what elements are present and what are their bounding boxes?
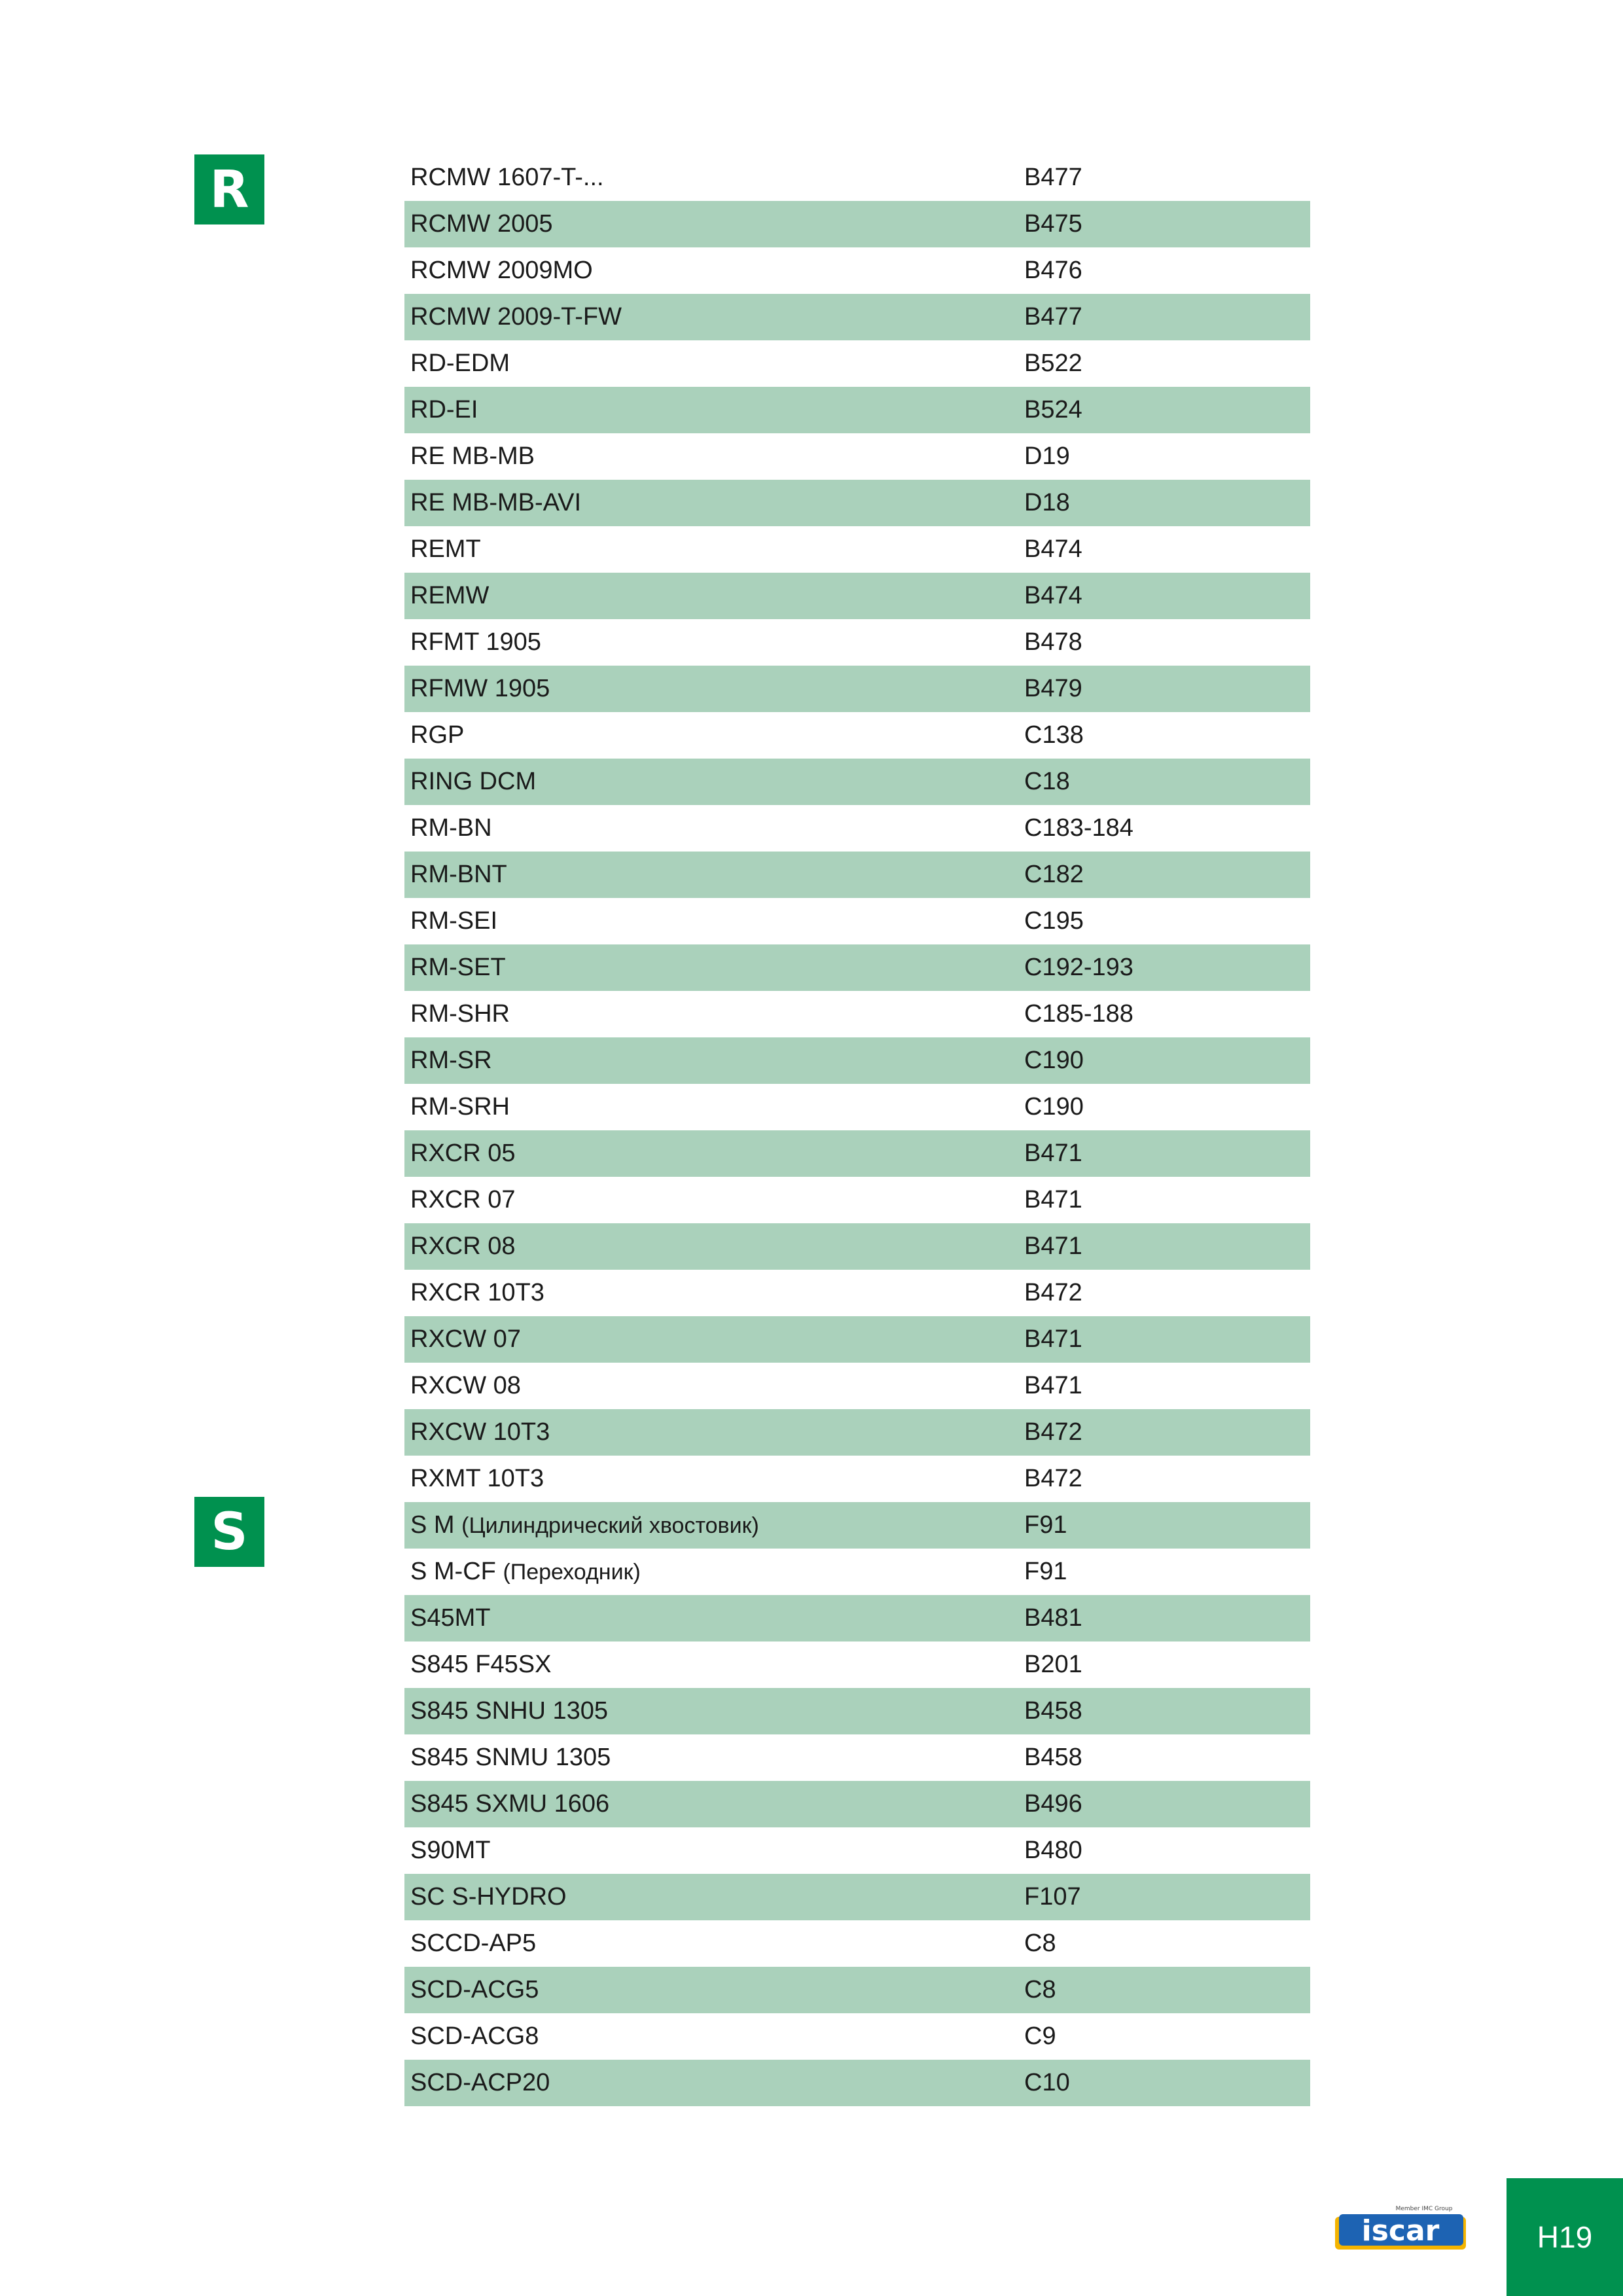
product-code-text: REMW [410,582,490,609]
page-reference: C9 [1024,2022,1056,2050]
page-reference: B479 [1024,675,1082,702]
page-reference: B471 [1024,1372,1082,1399]
page-reference: B475 [1024,210,1082,238]
product-code-text: RCMW 1607-T-... [410,164,604,191]
page-reference: B480 [1024,1837,1082,1864]
table-row [404,154,1310,201]
product-code [404,1837,1024,1865]
page-number-tab: H19 [1507,2178,1623,2296]
table-row [404,852,1310,898]
product-note: (Переходник) [503,1560,641,1585]
product-code-text: RING DCM [410,768,537,795]
table-row [404,1456,1310,1502]
product-code [404,675,1024,703]
table-row [404,526,1310,573]
product-code-text: RFMW 1905 [410,675,550,702]
product-code-text: S845 F45SX [410,1651,552,1678]
table-row [404,2060,1310,2106]
product-code-text: SC S-HYDRO [410,1883,567,1910]
product-code [404,721,1024,749]
product-code [404,1047,1024,1075]
table-row [404,340,1310,387]
table-row [404,1177,1310,1223]
page-reference: B472 [1024,1279,1082,1306]
product-code-text: S M [410,1511,455,1539]
product-code-text: RE MB-MB [410,442,535,470]
product-code [404,257,1024,285]
product-code-text: SCD-ACG5 [410,1976,539,2003]
page-reference: B471 [1024,1186,1082,1213]
product-code [404,768,1024,796]
product-code [404,1558,1024,1586]
product-code-text: RCMW 2005 [410,210,553,238]
table-row [404,759,1310,805]
product-code [404,1511,1024,1539]
product-code [404,1604,1024,1632]
product-code [404,210,1024,238]
product-code-text: S845 SNHU 1305 [410,1697,609,1725]
product-code-text: RXCW 08 [410,1372,521,1399]
product-code [404,164,1024,192]
page-reference: C183-184 [1024,814,1133,842]
table-row [404,1270,1310,1316]
product-code-text: SCD-ACP20 [410,2069,550,2096]
table-row [404,201,1310,247]
page-reference: C195 [1024,907,1084,935]
product-code-text: RXCR 08 [410,1232,516,1260]
table-row [404,1363,1310,1409]
table-row [404,294,1310,340]
page-reference: C8 [1024,1929,1056,1957]
product-note: (Цилиндрический хвостовик) [461,1513,759,1538]
page-reference: C10 [1024,2069,1070,2096]
page-reference: F107 [1024,1883,1081,1910]
product-code [404,1465,1024,1493]
table-row [404,1734,1310,1781]
index-table [404,154,1310,2106]
product-code-text: SCCD-AP5 [410,1929,537,1957]
page-reference: B496 [1024,1790,1082,1818]
table-row [404,1037,1310,1084]
product-code-text: S M-CF [410,1558,496,1585]
product-code-text: RM-SHR [410,1000,510,1028]
page-reference: B522 [1024,350,1082,377]
product-code-text: RXCW 10T3 [410,1418,550,1446]
product-code-text: RM-SRH [410,1093,510,1121]
table-row [404,480,1310,526]
svg-text:Member IMC Group: Member IMC Group [1395,2206,1453,2212]
page-reference: B478 [1024,628,1082,656]
page-reference: B458 [1024,1744,1082,1771]
product-code-text: S90MT [410,1837,491,1864]
table-row [404,1827,1310,1874]
product-code-text: RXCW 07 [410,1325,521,1353]
table-row [404,712,1310,759]
product-code-text: RXCR 05 [410,1139,516,1167]
table-row [404,991,1310,1037]
product-code-text: RXCR 10T3 [410,1279,544,1306]
table-row [404,805,1310,852]
table-row [404,1874,1310,1920]
section-letter-s: S [194,1497,264,1567]
product-code [404,1697,1024,1725]
product-code [404,2022,1024,2051]
product-code [404,350,1024,378]
page-reference: B472 [1024,1418,1082,1446]
page-reference: C138 [1024,721,1084,749]
page-reference: C192-193 [1024,954,1133,981]
page-reference: B481 [1024,1604,1082,1632]
product-code-text: RGP [410,721,465,749]
product-code-text: RFMT 1905 [410,628,541,656]
page-reference: C18 [1024,768,1070,795]
table-row [404,898,1310,944]
product-code [404,954,1024,982]
table-row [404,1641,1310,1688]
product-code-text: RCMW 2009MO [410,257,593,284]
product-code [404,1744,1024,1772]
product-code [404,861,1024,889]
product-code [404,1232,1024,1261]
iscar-logo [1335,2202,1469,2255]
product-code-text: SCD-ACG8 [410,2022,539,2050]
table-row [404,433,1310,480]
section-letter-r: R [194,154,264,224]
product-code [404,1976,1024,2004]
product-code-text: RM-SET [410,954,506,981]
product-code [404,1139,1024,1168]
product-code [404,1093,1024,1121]
page-reference: D18 [1024,489,1070,516]
table-row [404,1316,1310,1363]
product-code-text: RE MB-MB-AVI [410,489,582,516]
product-code [404,1325,1024,1354]
product-code [404,1372,1024,1400]
table-row [404,387,1310,433]
table-row [404,1223,1310,1270]
product-code [404,814,1024,842]
page-reference: B471 [1024,1139,1082,1167]
product-code [404,1883,1024,1911]
page-reference: B471 [1024,1232,1082,1260]
table-row [404,1502,1310,1549]
page-reference: B477 [1024,164,1082,191]
product-code [404,907,1024,935]
product-code-text: RM-BN [410,814,492,842]
product-code [404,582,1024,610]
table-row [404,1967,1310,2013]
product-code-text: S845 SNMU 1305 [410,1744,611,1771]
page-reference: C185-188 [1024,1000,1133,1028]
page-reference: B524 [1024,396,1082,423]
product-code-text: S45MT [410,1604,491,1632]
page-reference: C190 [1024,1047,1084,1074]
table-row [404,666,1310,712]
table-row [404,1084,1310,1130]
page-reference: C8 [1024,1976,1056,2003]
page-reference: B471 [1024,1325,1082,1353]
product-code [404,396,1024,424]
table-row [404,1688,1310,1734]
product-code [404,1186,1024,1214]
product-code [404,303,1024,331]
product-code [404,489,1024,517]
product-code [404,1418,1024,1446]
page-reference: B201 [1024,1651,1082,1678]
product-code [404,1790,1024,1818]
product-code-text: RD-EDM [410,350,510,377]
product-code-text: RD-EI [410,396,478,423]
table-row [404,1130,1310,1177]
product-code [404,535,1024,564]
product-code [404,1929,1024,1958]
page-reference: F91 [1024,1558,1067,1585]
table-row [404,1409,1310,1456]
page-reference: F91 [1024,1511,1067,1539]
page-reference: D19 [1024,442,1070,470]
product-code-text: RM-SEI [410,907,497,935]
page-reference: B472 [1024,1465,1082,1492]
table-row [404,1920,1310,1967]
product-code-text: RCMW 2009-T-FW [410,303,622,331]
table-row [404,619,1310,666]
product-code [404,628,1024,656]
table-row [404,1781,1310,1827]
table-row [404,573,1310,619]
page-reference: C190 [1024,1093,1084,1121]
page-reference: C182 [1024,861,1084,888]
product-code-text: RXMT 10T3 [410,1465,544,1492]
product-code [404,1651,1024,1679]
page-reference: B476 [1024,257,1082,284]
product-code-text: S845 SXMU 1606 [410,1790,610,1818]
product-code-text: RM-SR [410,1047,492,1074]
table-row [404,2013,1310,2060]
product-code-text: RM-BNT [410,861,507,888]
product-code [404,2069,1024,2097]
page-reference: B477 [1024,303,1082,331]
product-code-text: REMT [410,535,481,563]
table-row [404,247,1310,294]
product-code [404,1000,1024,1028]
page-reference: B474 [1024,582,1082,609]
page-reference: B458 [1024,1697,1082,1725]
table-row [404,944,1310,991]
product-code-text: RXCR 07 [410,1186,516,1213]
product-code [404,1279,1024,1307]
product-code [404,442,1024,471]
svg-text:iscar: iscar [1361,2214,1440,2248]
table-row [404,1595,1310,1641]
table-row [404,1549,1310,1595]
page-reference: B474 [1024,535,1082,563]
